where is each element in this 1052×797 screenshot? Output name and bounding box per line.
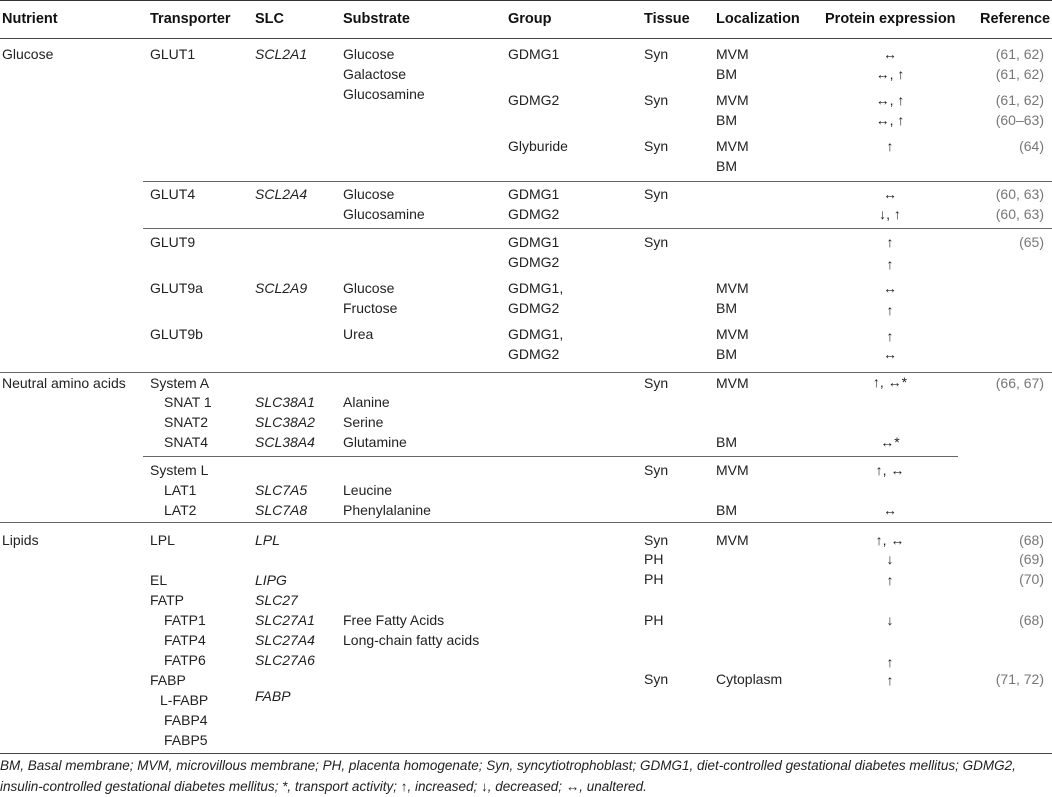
reference-value: (61, 62) <box>995 66 1044 82</box>
localization-mvm: MVM <box>716 462 749 478</box>
transporter-glut4: GLUT4 <box>150 186 196 202</box>
expression-value: ↑ <box>886 672 894 688</box>
slc-slc38a2: SLC38A2 <box>255 414 315 430</box>
transporter-fatp6: FATP6 <box>164 652 206 668</box>
rule-glut4 <box>143 181 1052 182</box>
substrate-glutamine: Glutamine <box>343 434 407 450</box>
slc-scl38a4: SCL38A4 <box>255 434 315 450</box>
slc-scl2a9: SCL2A9 <box>255 280 308 296</box>
top-rule <box>0 0 1052 1</box>
group-gdmg2: GDMG2 <box>508 346 560 362</box>
tissue-syn: Syn <box>644 462 669 478</box>
slc-fabp: FABP <box>255 688 291 704</box>
substrate-free-fatty-acids: Free Fatty Acids <box>343 612 445 628</box>
group-gdmg1: GDMG1 <box>508 234 560 250</box>
nutrient-glucose: Glucose <box>2 46 54 62</box>
expression-value: ↔* <box>880 434 900 450</box>
tissue-syn: Syn <box>644 234 669 250</box>
reference-value: (60, 63) <box>995 186 1044 202</box>
expression-value: ↔, ↑ <box>875 92 905 108</box>
tissue-ph: PH <box>644 612 664 628</box>
slc-scl2a1: SCL2A1 <box>255 46 308 62</box>
localization-mvm: MVM <box>716 280 749 296</box>
expression-value: ↓ <box>886 612 894 628</box>
transporter-lat2: LAT2 <box>164 502 197 518</box>
transporter-snat1: SNAT 1 <box>164 394 212 410</box>
header-rule <box>0 38 1052 39</box>
transporter-glut9b: GLUT9b <box>150 326 203 342</box>
tissue-ph: PH <box>644 551 664 567</box>
header-slc: SLC <box>255 11 284 27</box>
transporter-fabp: FABP <box>150 672 186 688</box>
substrate-glucosamine: Glucosamine <box>343 86 425 102</box>
substrate-fructose: Fructose <box>343 300 398 316</box>
tissue-syn: Syn <box>644 46 669 62</box>
expression-value: ↑ <box>886 234 894 250</box>
localization-bm: BM <box>716 502 737 518</box>
reference-value: (68) <box>1019 612 1044 628</box>
substrate-serine: Serine <box>343 414 384 430</box>
localization-mvm: MVM <box>716 138 749 154</box>
transporter-glut9a: GLUT9a <box>150 280 203 296</box>
substrate-glucose: Glucose <box>343 186 395 202</box>
localization-mvm: MVM <box>716 46 749 62</box>
reference-value: (71, 72) <box>995 671 1044 687</box>
substrate-long-chain-fatty-acids: Long-chain fatty acids <box>343 632 480 648</box>
transporter-fatp: FATP <box>150 592 184 608</box>
header-localization: Localization <box>716 11 800 27</box>
expression-value: ↑ <box>886 572 894 588</box>
tissue-syn: Syn <box>644 671 669 687</box>
tissue-syn: Syn <box>644 92 669 108</box>
localization-bm: BM <box>716 346 737 362</box>
substrate-alanine: Alanine <box>343 394 390 410</box>
expression-value: ↑ <box>886 256 894 272</box>
group-gdmg1: GDMG1, <box>508 280 564 296</box>
slc-slc27a1: SLC27A1 <box>255 612 315 628</box>
substrate-phenylalanine: Phenylalanine <box>343 502 431 518</box>
localization-bm: BM <box>716 112 737 128</box>
substrate-leucine: Leucine <box>343 482 393 498</box>
transporter-l-fabp: L-FABP <box>160 692 209 708</box>
transporter-snat2: SNAT2 <box>164 414 209 430</box>
localization-mvm: MVM <box>716 326 749 342</box>
localization-cytoplasm: Cytoplasm <box>716 671 783 687</box>
transporter-fatp1: FATP1 <box>164 612 206 628</box>
slc-slc7a5: SLC7A5 <box>255 482 308 498</box>
slc-lipg: LIPG <box>255 572 287 588</box>
reference-value: (60–63) <box>995 112 1044 128</box>
expression-value: ↑, ↔* <box>872 374 908 390</box>
nutrient-neutral-amino-acids: Neutral amino acids <box>2 375 126 391</box>
transporter-snat4: SNAT4 <box>164 434 209 450</box>
reference-value: (61, 62) <box>995 46 1044 62</box>
substrate-glucose: Glucose <box>343 46 395 62</box>
localization-bm: BM <box>716 300 737 316</box>
group-gdmg2: GDMG2 <box>508 300 560 316</box>
slc-slc38a1: SLC38A1 <box>255 394 315 410</box>
rule-lipids <box>0 522 1052 523</box>
tissue-syn: Syn <box>644 138 669 154</box>
group-gdmg1: GDMG1 <box>508 46 560 62</box>
group-gdmg2: GDMG2 <box>508 206 560 222</box>
expression-value: ↑ <box>886 654 894 670</box>
slc-slc27a6: SLC27A6 <box>255 652 315 668</box>
reference-value: (70) <box>1019 571 1044 587</box>
substrate-glucosamine: Glucosamine <box>343 206 425 222</box>
header-nutrient: Nutrient <box>2 11 58 27</box>
table-footnote: BM, Basal membrane; MVM, microvillous membrane; PH, placenta homogenate; Syn, syncytiotrophoblast; GDMG1, diet-controlled gestational diabetes mellitus; GDMG2, insulin-controlled gestational diabetes mellitus; *, transport activity; ↑, increased; ↓, decreased; ↔, unaltered. <box>0 758 1016 794</box>
reference-value: (65) <box>1019 234 1044 250</box>
transporter-system-a: System A <box>150 375 210 391</box>
transporter-fabp5: FABP5 <box>164 732 208 748</box>
group-gdmg2: GDMG2 <box>508 92 560 108</box>
expression-value: ↔, ↑ <box>875 66 905 82</box>
expression-value: ↓ <box>886 551 894 567</box>
group-gdmg1: GDMG1 <box>508 186 560 202</box>
transporter-glut9: GLUT9 <box>150 234 196 250</box>
expression-value: ↑ <box>886 328 894 344</box>
reference-value: (61, 62) <box>995 92 1044 108</box>
substrate-galactose: Galactose <box>343 66 407 82</box>
rule-glut9 <box>143 228 1052 229</box>
transporter-el: EL <box>150 572 168 588</box>
localization-mvm: MVM <box>716 375 749 391</box>
tissue-syn: Syn <box>644 375 669 391</box>
localization-bm: BM <box>716 434 737 450</box>
tissue-ph: PH <box>644 571 664 587</box>
bottom-rule <box>0 753 1052 754</box>
tissue-syn: Syn <box>644 532 669 548</box>
localization-bm: BM <box>716 66 737 82</box>
expression-value: ↔ <box>883 346 897 362</box>
tissue-syn: Syn <box>644 186 669 202</box>
expression-value: ↔ <box>883 186 897 202</box>
expression-value: ↔ <box>883 280 897 296</box>
reference-value: (64) <box>1019 138 1044 154</box>
expression-value: ↑ <box>886 138 894 154</box>
header-tissue: Tissue <box>644 11 690 27</box>
group-gdmg1: GDMG1, <box>508 326 564 342</box>
slc-slc27: SLC27 <box>255 592 298 608</box>
header-substrate: Substrate <box>343 11 410 27</box>
localization-mvm: MVM <box>716 532 749 548</box>
transporter-fabp4: FABP4 <box>164 712 208 728</box>
expression-value: ↑, ↔ <box>875 532 905 548</box>
slc-scl2a4: SCL2A4 <box>255 186 308 202</box>
transporter-lat1: LAT1 <box>164 482 197 498</box>
localization-mvm: MVM <box>716 92 749 108</box>
header-group: Group <box>508 11 552 27</box>
slc-lpl: LPL <box>255 532 280 548</box>
nutrient-lipids: Lipids <box>2 532 39 548</box>
slc-slc27a4: SLC27A4 <box>255 632 315 648</box>
expression-value: ↑ <box>886 302 894 318</box>
localization-bm: BM <box>716 158 737 174</box>
expression-value: ↔, ↑ <box>875 112 905 128</box>
transporter-lpl: LPL <box>150 532 175 548</box>
group-gdmg2: GDMG2 <box>508 254 560 270</box>
reference-value: (69) <box>1019 551 1044 567</box>
substrate-glucose: Glucose <box>343 280 395 296</box>
rule-system-l <box>143 456 958 457</box>
expression-value: ↓, ↑ <box>879 206 901 222</box>
slc-slc7a8: SLC7A8 <box>255 502 308 518</box>
expression-value: ↑, ↔ <box>875 462 905 478</box>
reference-value: (66, 67) <box>995 375 1044 391</box>
substrate-urea: Urea <box>343 326 374 342</box>
expression-value: ↔ <box>883 502 897 518</box>
transporter-system-l: System L <box>150 462 209 478</box>
reference-value: (60, 63) <box>995 206 1044 222</box>
group-glyburide: Glyburide <box>508 138 568 154</box>
header-transporter: Transporter <box>150 11 231 27</box>
transporter-fatp4: FATP4 <box>164 632 206 648</box>
header-protein-expression: Protein expression <box>825 11 956 27</box>
transporter-glut1: GLUT1 <box>150 46 196 62</box>
header-reference: Reference <box>980 11 1051 27</box>
reference-value: (68) <box>1019 532 1044 548</box>
expression-value: ↔ <box>883 46 897 62</box>
